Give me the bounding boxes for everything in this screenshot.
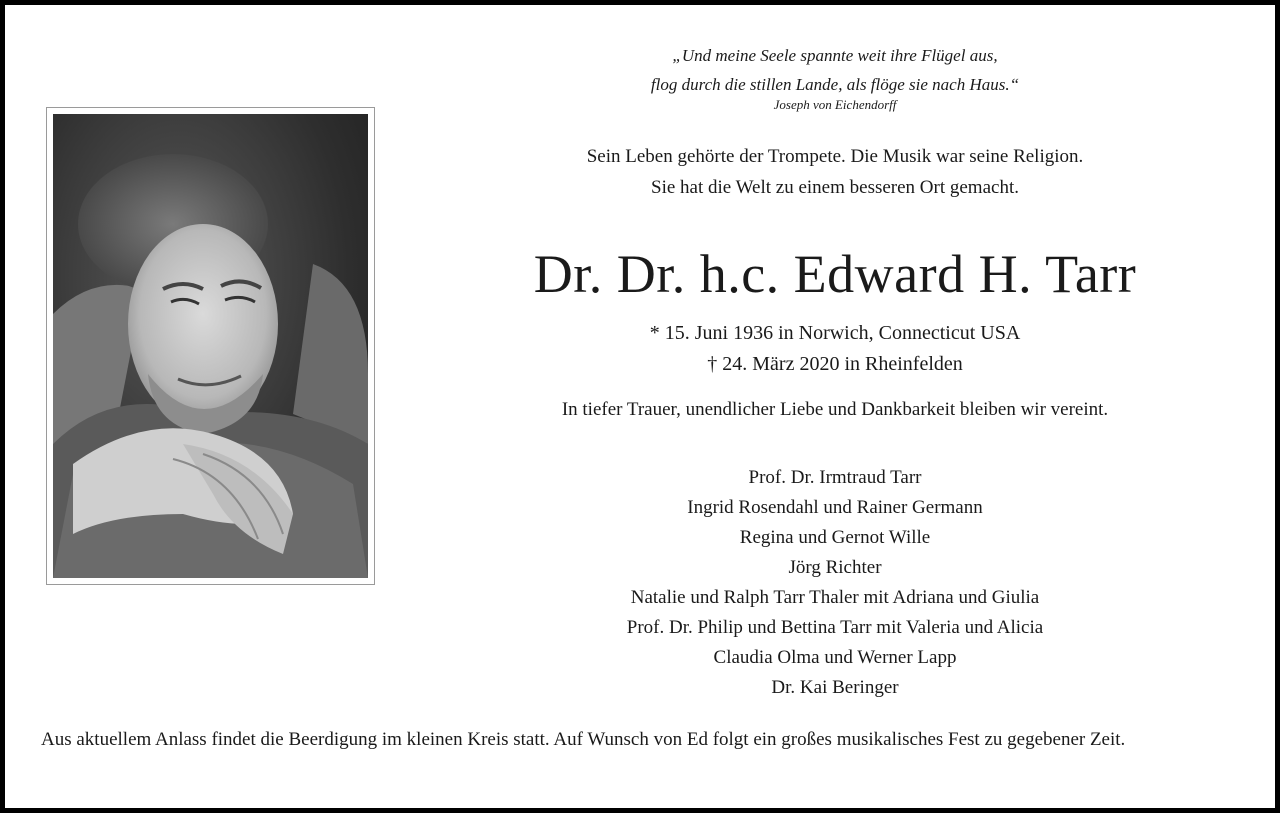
portrait-illustration [53, 114, 368, 578]
tagline-line-2: Sie hat die Welt zu einem besseren Ort gemacht. [651, 177, 1019, 198]
death-date: † 24. März 2020 in Rheinfelden [707, 353, 963, 375]
mourner-name: Prof. Dr. Irmtraud Tarr [748, 467, 922, 488]
mourners-list [435, 463, 1235, 703]
mourner-name: Dr. Kai Beringer [771, 677, 899, 698]
mourning-text: In tiefer Trauer, unendlicher Liebe und Dankbarkeit bleiben wir vereint. [561, 399, 1109, 420]
funeral-notice: Aus aktuellem Anlass findet die Beerdigung im kleinen Kreis statt. Auf Wunsch von Ed folgt ein großes musikalisches Fest zu gegebener Zeit. [41, 729, 1126, 750]
quote-author: Joseph von Eichendorff [773, 97, 897, 112]
mourner-name: Claudia Olma und Werner Lapp [713, 647, 957, 668]
mourner-name: Prof. Dr. Philip und Bettina Tarr mit Valeria und Alicia [626, 617, 1044, 638]
quote-line-1: „Und meine Seele spannte weit ihre Flügel aus, [672, 46, 998, 65]
portrait-photo [53, 114, 368, 578]
mourner-name: Ingrid Rosendahl und Rainer Germann [687, 497, 983, 518]
portrait-frame [46, 107, 375, 585]
quote-line-2: flog durch die stillen Lande, als flöge sie nach Haus.“ [650, 75, 1020, 94]
tagline [435, 141, 1235, 203]
life-dates [435, 318, 1235, 380]
mourner-name: Jörg Richter [788, 557, 882, 578]
tagline-line-1: Sein Leben gehörte der Trompete. Die Musik war seine Religion. [586, 146, 1084, 167]
deceased-name: Dr. Dr. h.c. Edward H. Tarr [533, 244, 1137, 304]
birth-date: * 15. Juni 1936 in Norwich, Connecticut USA [649, 322, 1021, 344]
epigraph-quote [435, 41, 1235, 99]
mourner-name: Natalie und Ralph Tarr Thaler mit Adriana und Giulia [630, 587, 1040, 608]
mourner-name: Regina und Gernot Wille [739, 527, 931, 548]
